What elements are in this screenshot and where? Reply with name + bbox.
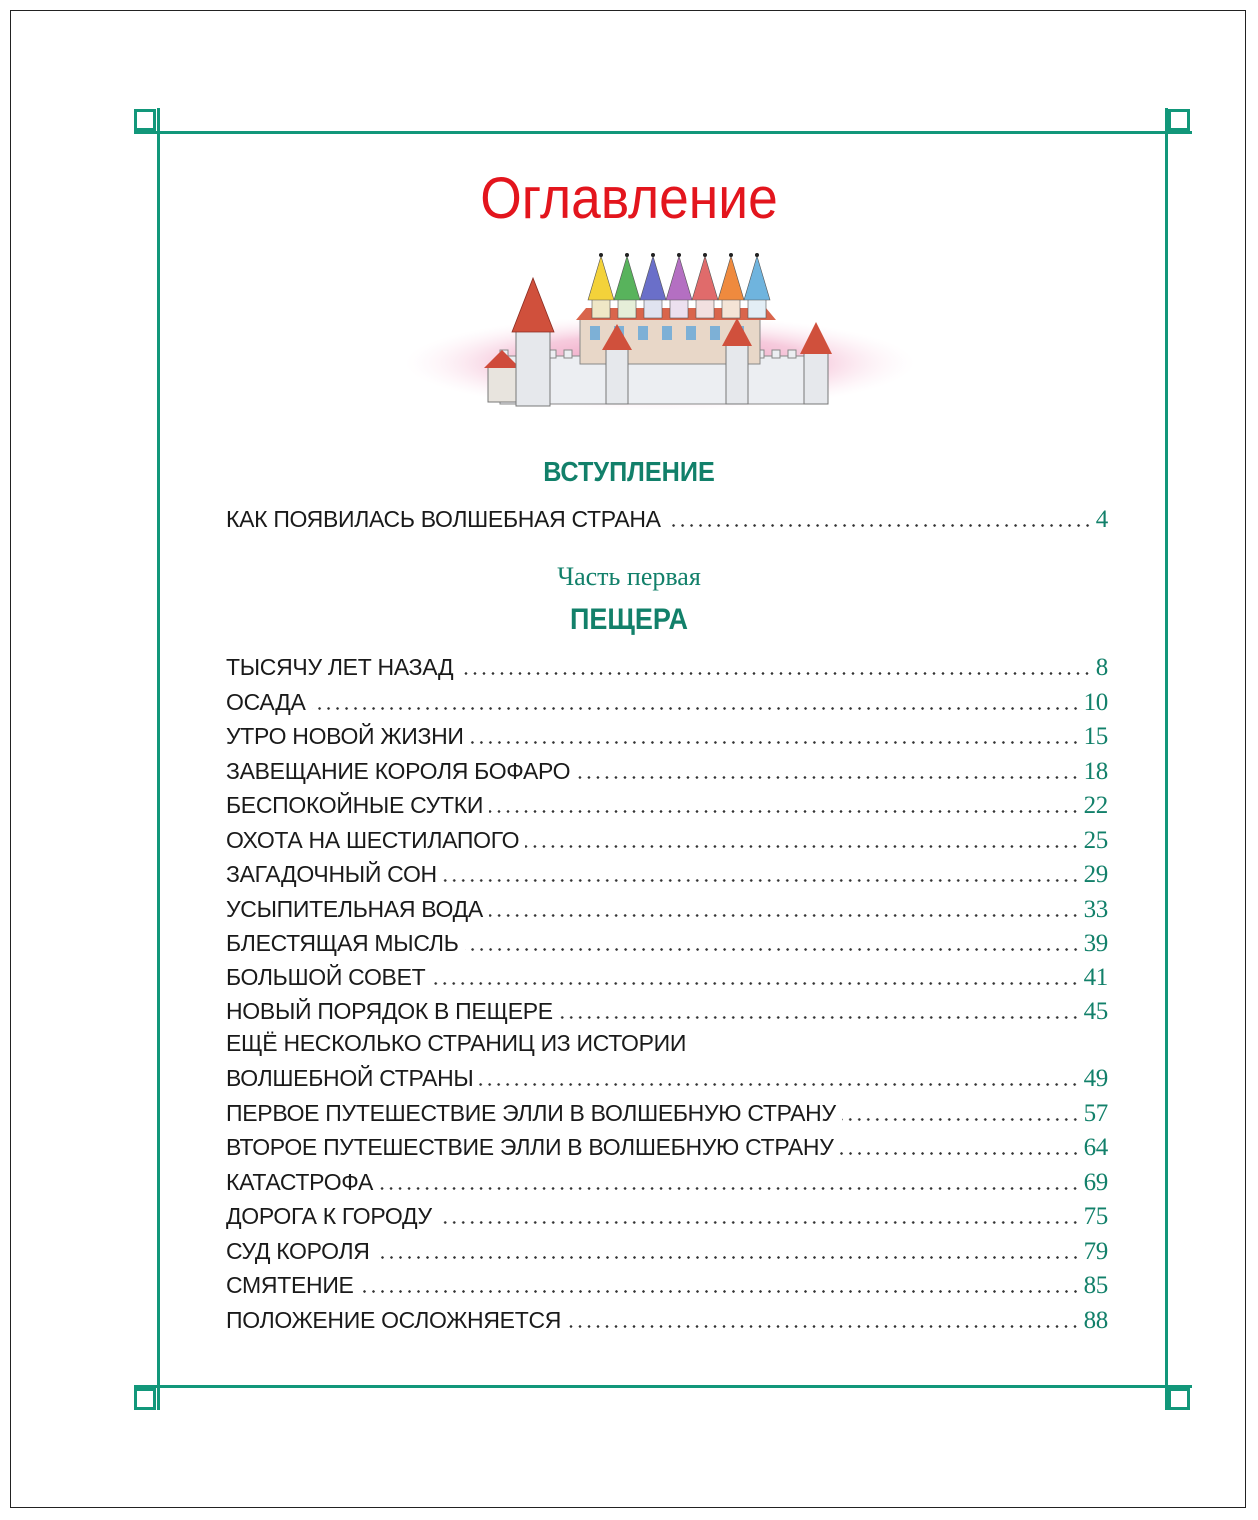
toc-entry-page: 79 (1083, 1238, 1108, 1265)
toc-entry-title: НОВЫЙ ПОРЯДОК В ПЕЩЕРЕ (226, 998, 553, 1024)
toc-entry[interactable] (226, 1304, 1108, 1334)
toc-entry-title: ВТОРОЕ ПУТЕШЕСТВИЕ ЭЛЛИ В ВОЛШЕБНУЮ СТРАНУ (226, 1134, 834, 1160)
toc-entry-title: СУД КОРОЛЯ (226, 1238, 370, 1264)
part-heading: ПЕЩЕРА (569, 603, 689, 636)
toc-leader-dots (470, 741, 1080, 744)
toc-leader-dots (525, 845, 1079, 848)
toc-entry[interactable] (226, 961, 1108, 991)
frame-top-line (134, 131, 1192, 134)
toc-entry-page: 4 (1095, 506, 1108, 533)
toc-entry-page: 41 (1083, 964, 1108, 991)
toc-entry-title: БОЛЬШОЙ СОВЕТ (226, 964, 426, 990)
toc-entry-page: 49 (1083, 1065, 1108, 1092)
toc-entry-title: КАТАСТРОФА (226, 1169, 374, 1195)
toc-entry-title: ОСАДА (226, 689, 306, 715)
frame-left-line (157, 108, 160, 1410)
toc-leader-dots (312, 707, 1080, 710)
part-label: Часть первая (557, 562, 701, 591)
toc-entry-title: УСЫПИТЕЛЬНАЯ ВОДА (226, 896, 483, 922)
toc-leader-dots (842, 1118, 1080, 1121)
frame-bottom-line (134, 1385, 1192, 1388)
intro-heading: ВСТУПЛЕНИЕ (543, 456, 715, 487)
toc-entry-title: БЛЕСТЯЩАЯ МЫСЛЬ (226, 930, 459, 956)
toc-leader-dots (667, 524, 1092, 527)
toc-entry[interactable] (226, 824, 1108, 854)
toc-entry-page: 8 (1095, 654, 1108, 681)
toc-entry-title-line1[interactable]: ЕЩЁ НЕСКОЛЬКО СТРАНИЦ ИЗ ИСТОРИИ (226, 1030, 687, 1056)
toc-entry-title: ЗАГАДОЧНЫЙ СОН (226, 861, 437, 887)
page-title: Оглавление (480, 166, 778, 231)
castle-illustration-icon (400, 248, 920, 413)
toc-entry-page: 15 (1083, 723, 1108, 750)
toc-entry-page: 85 (1083, 1272, 1108, 1299)
toc-entry-page: 10 (1083, 689, 1108, 716)
toc-entry[interactable] (226, 1097, 1108, 1127)
toc-entry-page: 75 (1083, 1203, 1108, 1230)
toc-entry[interactable] (226, 858, 1108, 888)
toc-leader-dots (360, 1290, 1080, 1293)
toc-entry-title: ДОРОГА К ГОРОДУ (226, 1203, 432, 1229)
toc-leader-dots (379, 1187, 1080, 1190)
toc-entry-title: ЗАВЕЩАНИЕ КОРОЛЯ БОФАРО (226, 758, 571, 784)
toc-entry[interactable] (226, 995, 1108, 1025)
toc-entry-page: 25 (1083, 827, 1108, 854)
toc-entry-title: ПЕРВОЕ ПУТЕШЕСТВИЕ ЭЛЛИ В ВОЛШЕБНУЮ СТРАНУ (226, 1100, 836, 1126)
toc-entry[interactable] (226, 1269, 1108, 1299)
toc-entry-page: 22 (1083, 792, 1108, 819)
toc-entry[interactable] (226, 1062, 1108, 1092)
toc-entry-page: 57 (1083, 1100, 1108, 1127)
toc-entry-page: 45 (1083, 998, 1108, 1025)
toc-entry[interactable] (226, 720, 1108, 750)
toc-entry-title: ВОЛШЕБНОЙ СТРАНЫ (226, 1065, 474, 1091)
toc-entry-page: 18 (1083, 758, 1108, 785)
toc-entry[interactable] (226, 789, 1108, 819)
toc-entry[interactable] (226, 1166, 1108, 1196)
toc-leader-dots (459, 672, 1091, 675)
toc-leader-dots (489, 914, 1080, 917)
toc-entry[interactable] (226, 686, 1108, 716)
toc-leader-dots (489, 810, 1080, 813)
toc-leader-dots (376, 1256, 1080, 1259)
toc-leader-dots (559, 1016, 1080, 1019)
toc-entry-title: КАК ПОЯВИЛАСЬ ВОЛШЕБНАЯ СТРАНА (226, 506, 661, 532)
toc-entry[interactable] (226, 755, 1108, 785)
toc-leader-dots (443, 879, 1080, 882)
frame-corner-bottom-right (1168, 1388, 1190, 1410)
toc-entry-page: 88 (1083, 1307, 1108, 1334)
toc-entry-title: УТРО НОВОЙ ЖИЗНИ (226, 723, 464, 749)
toc-entry[interactable] (226, 927, 1108, 957)
toc-entry-page: 29 (1083, 861, 1108, 888)
toc-leader-dots (438, 1221, 1080, 1224)
frame-corner-top-left (134, 109, 156, 131)
toc-leader-dots (431, 982, 1079, 985)
toc-entry-page: 69 (1083, 1169, 1108, 1196)
toc-entry-title: ТЫСЯЧУ ЛЕТ НАЗАД (226, 654, 454, 680)
toc-entry-page: 64 (1083, 1134, 1108, 1161)
toc-entry[interactable] (226, 1131, 1108, 1161)
frame-right-line (1165, 108, 1168, 1410)
toc-entry-page: 39 (1083, 930, 1108, 957)
toc-leader-dots (840, 1152, 1080, 1155)
toc-entry-title: ОХОТА НА ШЕСТИЛАПОГО (226, 827, 520, 853)
frame-corner-bottom-left (134, 1388, 156, 1410)
toc-entry-title: БЕСПОКОЙНЫЕ СУТКИ (226, 792, 484, 818)
toc-leader-dots (567, 1325, 1080, 1328)
toc-entry-page: 33 (1083, 896, 1108, 923)
toc-entry[interactable] (226, 1235, 1108, 1265)
toc-entry-title: ПОЛОЖЕНИЕ ОСЛОЖНЯЕТСЯ (226, 1307, 562, 1333)
toc-entry-title: СМЯТЕНИЕ (226, 1272, 354, 1298)
toc-leader-dots (465, 948, 1080, 951)
toc-leader-dots (576, 776, 1079, 779)
frame-corner-top-right (1168, 109, 1190, 131)
toc-entry[interactable] (226, 893, 1108, 923)
toc-leader-dots (479, 1083, 1079, 1086)
toc-entry[interactable] (226, 503, 1108, 533)
toc-entry[interactable] (226, 651, 1108, 681)
toc-entry[interactable] (226, 1200, 1108, 1230)
